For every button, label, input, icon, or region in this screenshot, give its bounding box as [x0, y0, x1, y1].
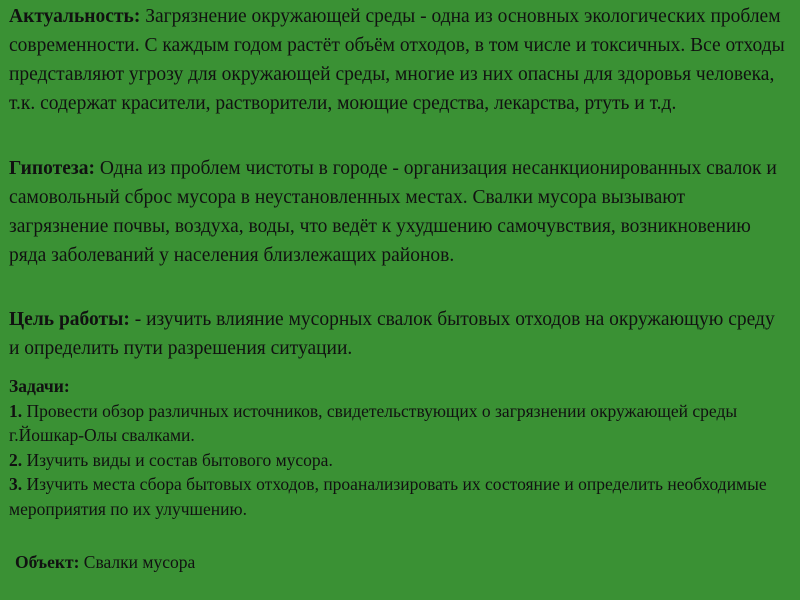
task-number: 2. [9, 449, 23, 470]
goal-text: - изучить влияние мусорных свалок бытовых отходов на окружающую среду и определить пути разрешения ситуации. [9, 309, 775, 359]
task-text: Изучить места сбора бытовых отходов, проанализировать их состояние и определить необходимые мероприятия по их улучшению. [9, 474, 767, 519]
goal-paragraph [9, 305, 789, 363]
task-item-1 [9, 399, 789, 448]
relevance-paragraph [9, 2, 789, 118]
tasks-section [9, 374, 789, 521]
hypothesis-text: Одна из проблем чистоты в городе - организация несанкционированных свалок и самовольный сброс мусора в неустановленных местах. Свалки мусора вызывают загрязнение почвы, воздуха, воды, что ведёт к ухудшению самочувствия, возникновению ряда заболеваний у населения близлежащих районов. [9, 158, 777, 266]
task-text: Изучить виды и состав бытового мусора. [22, 449, 333, 470]
object-text: Свалки мусора [79, 552, 196, 572]
task-item-3 [9, 472, 789, 521]
relevance-text: Загрязнение окружающей среды - одна из основных экологических проблем современности. С каждым годом растёт объём отходов, в том числе и токсичных. Все отходы представляют угрозу для окружающей среды, многие из них опасны для здоровья человека, т.к. содержат красители, растворители, моющие средства, лекарства, ртуть и т.д. [9, 6, 785, 114]
task-text: Провести обзор различных источников, свидетельствующих о загрязнении окружающей среды г.Йошкар-Олы свалками. [9, 400, 738, 445]
task-number: 1. [9, 400, 23, 421]
tasks-label: Задачи: [9, 376, 70, 396]
hypothesis-label: Гипотеза: [9, 158, 95, 179]
tasks-heading [9, 374, 789, 399]
goal-label: Цель работы: [9, 309, 130, 330]
object-paragraph [15, 550, 795, 575]
object-label: Объект: [15, 552, 80, 572]
relevance-label: Актуальность: [9, 6, 141, 27]
task-number: 3. [9, 474, 23, 494]
hypothesis-paragraph [9, 154, 789, 270]
task-item-2 [9, 448, 789, 473]
